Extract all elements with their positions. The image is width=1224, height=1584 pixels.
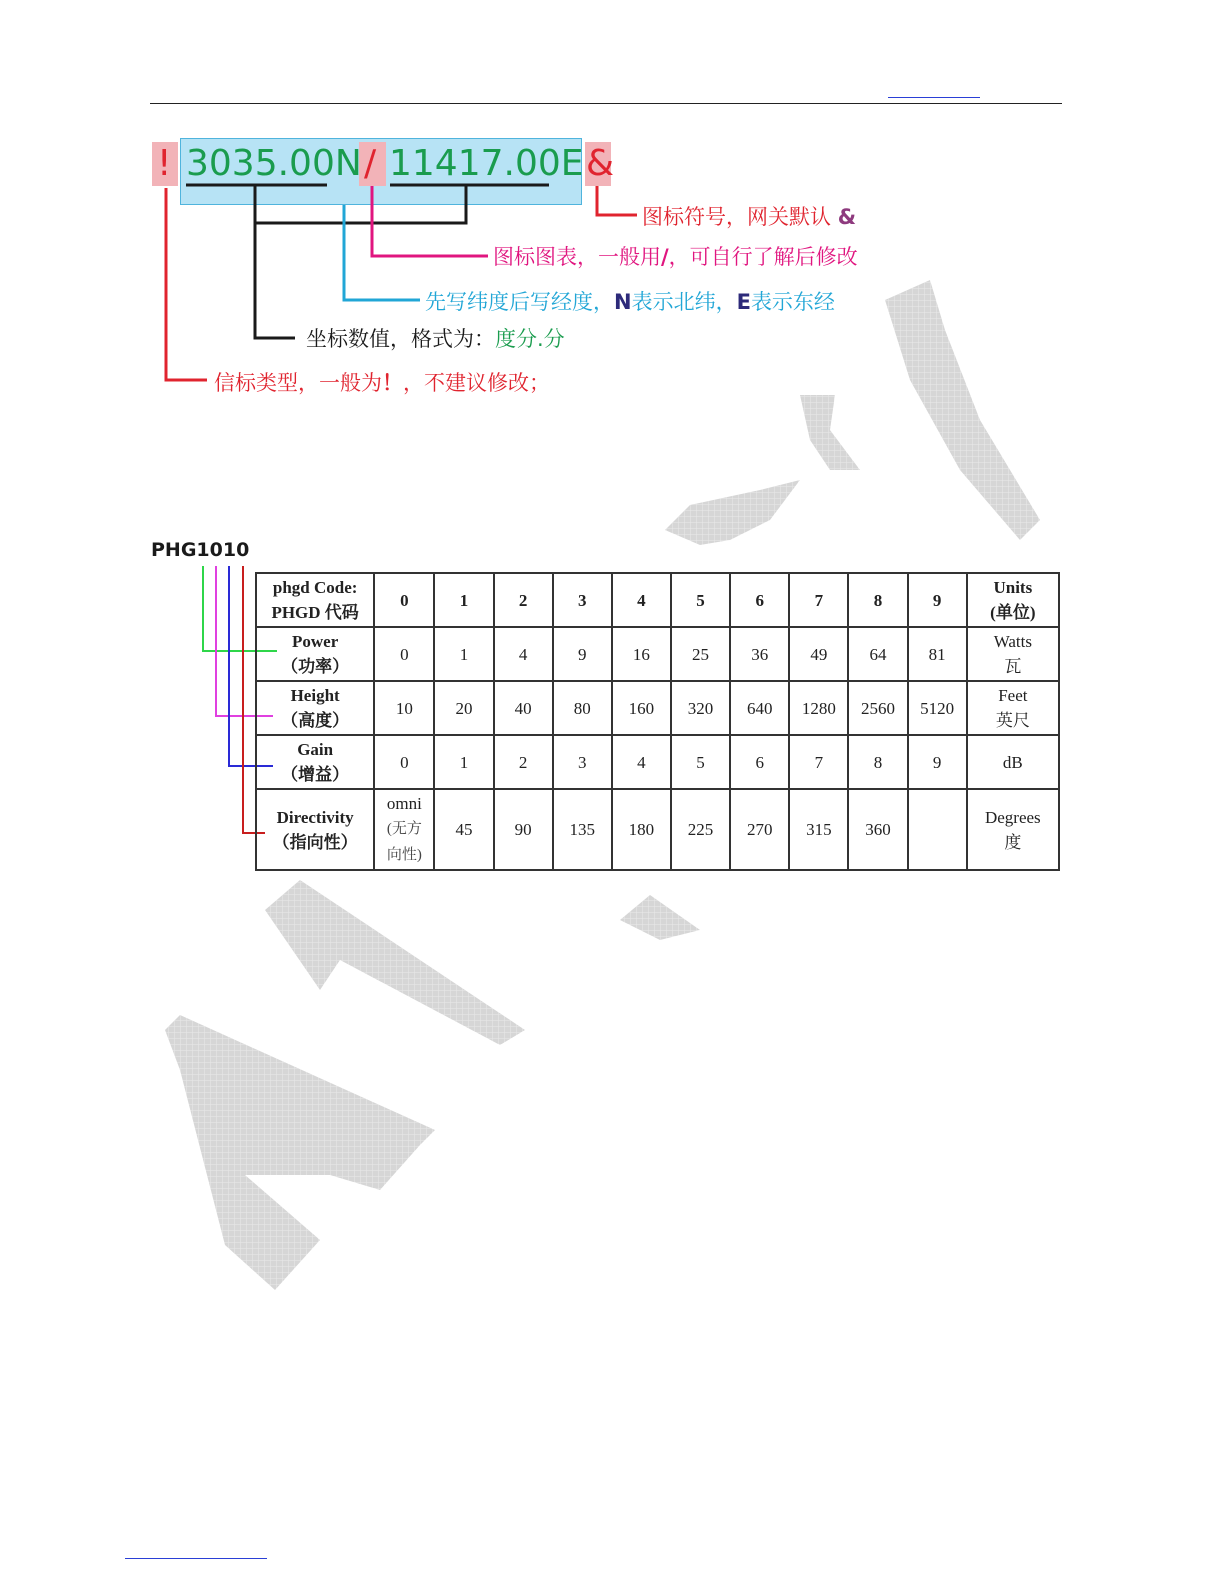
table-cell: 90: [494, 789, 553, 870]
table-row-directivity: [256, 789, 1059, 870]
table-cell: 6: [730, 735, 789, 789]
table-cell: 360: [848, 789, 907, 870]
row-label-line2: （指向性）: [272, 832, 358, 852]
table-cell: 320: [671, 681, 730, 735]
phg-title: PHG1010: [151, 539, 250, 561]
table-annotation: [493, 244, 858, 270]
latlon-annotation-n: N: [614, 290, 632, 314]
symbol-annotation: [642, 204, 856, 230]
header-digit: 9: [908, 573, 967, 627]
header-code-line2: PHGD 代码: [271, 603, 359, 622]
table-annotation-slash: /: [661, 245, 669, 269]
header-digit: 1: [434, 573, 493, 627]
header-units-line1: Units: [993, 578, 1033, 597]
header-digit: 0: [374, 573, 434, 627]
row-label-line1: Power: [292, 632, 339, 651]
unit-cell-height: [967, 681, 1059, 735]
table-cell: 36: [730, 627, 789, 681]
unit-line2: 度: [1004, 832, 1022, 852]
table-cell: 81: [908, 627, 967, 681]
table-cell: 20: [434, 681, 493, 735]
table-cell: 2: [494, 735, 553, 789]
table-header-row: [256, 573, 1059, 627]
table-cell: 1: [434, 627, 493, 681]
latlon-annotation-e: E: [736, 290, 751, 314]
row-label-line2: （功率）: [281, 657, 350, 676]
value-annotation-text: 坐标数值，格式为：: [306, 327, 495, 351]
row-label-height: [256, 681, 374, 735]
table-cell: 25: [671, 627, 730, 681]
header-digit: 7: [789, 573, 848, 627]
omni-line1: omni: [386, 794, 422, 813]
latlon-annotation-part3: 表示东经: [750, 290, 835, 314]
symbol-annotation-suffix: &: [837, 205, 857, 229]
row-label-line2: （高度）: [281, 711, 350, 730]
row-label-line1: Directivity: [276, 807, 354, 827]
latlon-annotation: [425, 289, 835, 315]
unit-line1: Feet: [998, 686, 1028, 705]
row-label-directivity: [256, 789, 374, 870]
symbol-annotation-text: 图标符号，网关默认: [642, 205, 831, 229]
table-cell: 49: [789, 627, 848, 681]
table-cell: 640: [730, 681, 789, 735]
value-annotation: [306, 326, 565, 352]
footer-link-underline[interactable]: [125, 1558, 267, 1559]
table-annotation-text: 图标图表，一般用: [493, 245, 661, 269]
table-cell: 160: [612, 681, 671, 735]
table-cell: 1280: [789, 681, 848, 735]
header-digit: 5: [671, 573, 730, 627]
header-digit: 3: [553, 573, 612, 627]
table-cell: 4: [612, 735, 671, 789]
table-row-height: [256, 681, 1059, 735]
table-cell: 3: [553, 735, 612, 789]
header-units-line2: (单位): [990, 603, 1036, 622]
table-row-power: [256, 627, 1059, 681]
unit-cell-gain: [967, 735, 1059, 789]
row-label-line1: Gain: [297, 740, 334, 759]
table-cell: 64: [848, 627, 907, 681]
unit-cell-directivity: [967, 789, 1059, 870]
unit-line2: 英尺: [995, 711, 1030, 730]
unit-line2: 瓦: [1004, 657, 1022, 676]
header-digit: 4: [612, 573, 671, 627]
table-row-gain: [256, 735, 1059, 789]
row-label-gain: [256, 735, 374, 789]
table-cell: 225: [671, 789, 730, 870]
unit-cell-power: [967, 627, 1059, 681]
table-cell: 9: [908, 735, 967, 789]
table-cell: 180: [612, 789, 671, 870]
symbol-char: &: [586, 143, 615, 184]
beacon-type-char: !: [157, 143, 172, 184]
table-cell-omni: [374, 789, 434, 870]
table-cell: [908, 789, 967, 870]
table-cell: 16: [612, 627, 671, 681]
table-cell: 1: [434, 735, 493, 789]
table-cell: 2560: [848, 681, 907, 735]
row-label-power: [256, 627, 374, 681]
latitude-value: 3035.00N: [186, 143, 362, 184]
separator-char: /: [364, 143, 377, 184]
table-cell: 270: [730, 789, 789, 870]
table-cell: 7: [789, 735, 848, 789]
table-cell: 135: [553, 789, 612, 870]
table-cell: 8: [848, 735, 907, 789]
table-cell: 10: [374, 681, 434, 735]
omni-line2: (无方: [386, 821, 422, 837]
row-label-line1: Height: [290, 686, 340, 705]
beacon-annotation-mark: ！: [382, 371, 403, 395]
omni-line3: 向性): [386, 847, 422, 863]
table-cell: 45: [434, 789, 493, 870]
table-cell: 80: [553, 681, 612, 735]
latlon-annotation-part2: 表示北纬，: [631, 290, 737, 314]
table-annotation-text2: ，可自行了解后修改: [668, 245, 858, 269]
beacon-annotation-text: 信标类型，一般为: [214, 371, 382, 395]
unit-line1: Watts: [993, 632, 1032, 651]
header-code-cell: [256, 573, 374, 627]
table-cell: 5120: [908, 681, 967, 735]
value-annotation-format: 度分.分: [495, 327, 565, 351]
table-cell: 315: [789, 789, 848, 870]
header-digit: 2: [494, 573, 553, 627]
table-cell: 9: [553, 627, 612, 681]
latlon-annotation-part1: 先写纬度后写经度，: [425, 290, 614, 314]
header-digit: 8: [848, 573, 907, 627]
table-cell: 40: [494, 681, 553, 735]
table-cell: 0: [374, 627, 434, 681]
beacon-annotation-text2: ，不建议修改；: [403, 371, 550, 395]
table-cell: 5: [671, 735, 730, 789]
header-units-cell: [967, 573, 1059, 627]
header-code-line1: phgd Code:: [272, 578, 358, 597]
table-cell: 4: [494, 627, 553, 681]
longitude-value: 11417.00E: [389, 143, 584, 184]
row-label-line2: （增益）: [281, 765, 350, 784]
phg-table: [255, 572, 1060, 871]
header-digit: 6: [730, 573, 789, 627]
unit-line1: dB: [1002, 752, 1023, 772]
table-cell: 0: [374, 735, 434, 789]
unit-line1: Degrees: [984, 807, 1041, 827]
